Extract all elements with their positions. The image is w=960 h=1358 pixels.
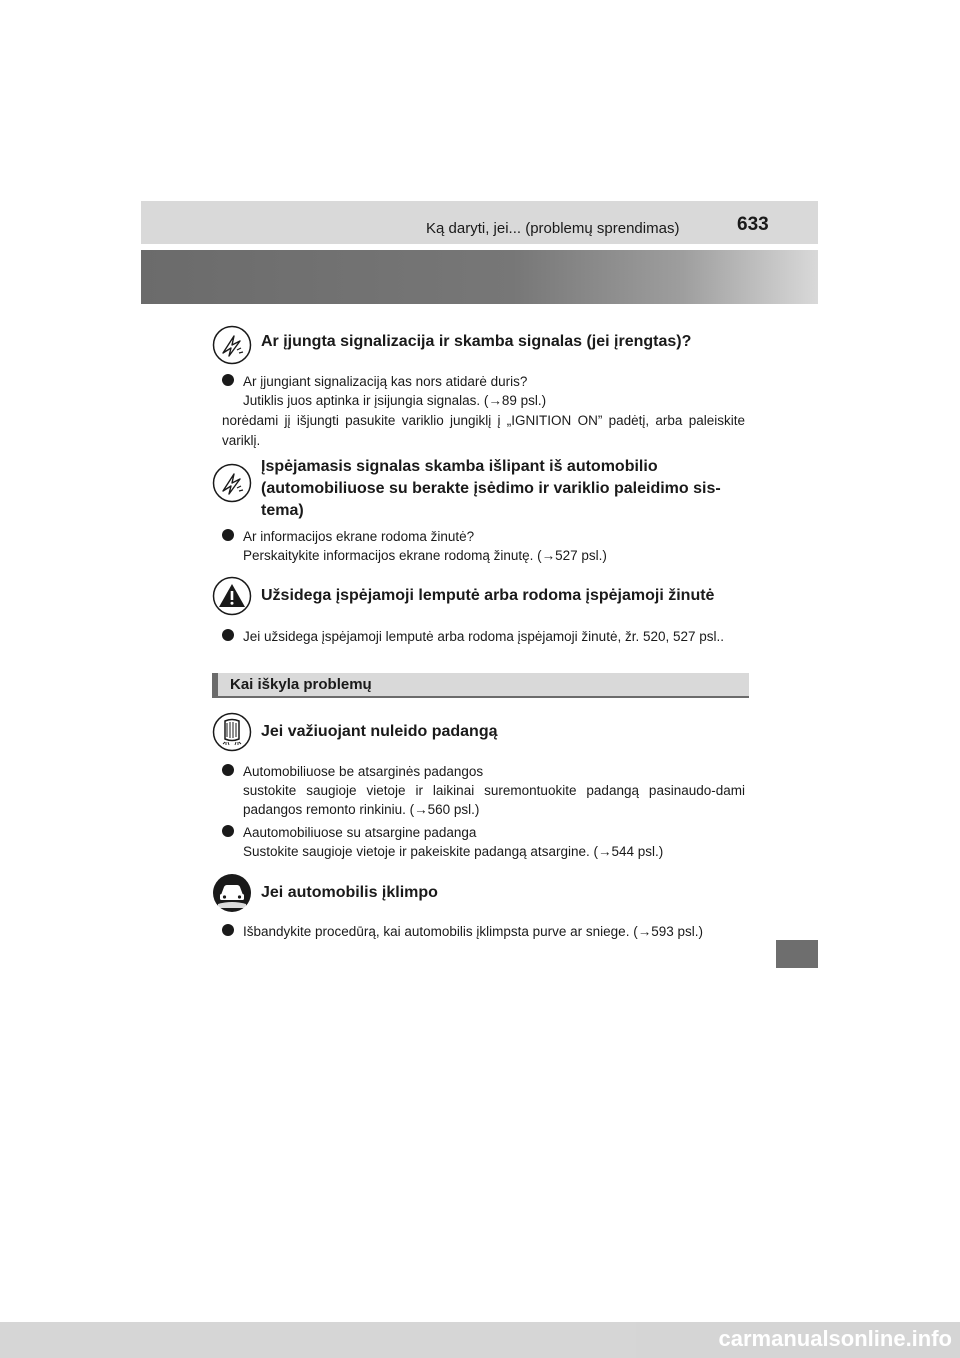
list-item <box>222 762 745 819</box>
chapter-side-tab <box>776 940 818 968</box>
bullet-icon <box>222 374 234 386</box>
watermark-text: carmanualsonline.info <box>718 1326 952 1351</box>
alarm-icon <box>212 325 252 365</box>
bullet-icon <box>222 764 234 776</box>
list-item <box>222 823 745 861</box>
bullet-icon <box>222 529 234 541</box>
bullet-line: Automobiliuose be atsarginės padangos <box>243 764 484 779</box>
paragraph: norėdami jį išjungti pasukite variklio jungiklį į „IGNITION ON” padėtį, arba paleiskite variklį. <box>222 413 745 448</box>
bullet-line: Perskaitykite informacijos ekrane rodomą žinutę. (→527 psl.) <box>243 548 607 563</box>
watermark-bar <box>0 1322 960 1358</box>
bullet-line: Ar informacijos ekrane rodoma žinutė? <box>243 529 475 544</box>
bullet-line: Išbandykite procedūrą, kai automobilis įklimpsta purve ar sniege. (→593 psl.) <box>243 924 703 939</box>
problem-heading-flat-tire: Jei važiuojant nuleido padangą <box>261 723 498 740</box>
bullet-line: Jei užsidega įspėjamoji lemputė arba rodoma įspėjamoji žinutė, žr. 520, 527 psl.. <box>243 629 725 644</box>
section-heading-alarm: Ar įjungta signalizacija ir skamba signalas (jei įrengtas)? <box>261 333 692 350</box>
header-band <box>141 250 818 304</box>
bullet-line: sustokite saugioje vietoje ir laikinai suremontuokite padangą pasinaudo-dami padangos remonto rinkiniu. (→560 psl.) <box>243 783 745 817</box>
page-number: 633 <box>737 214 769 235</box>
section-heading-warning: Užsidega įspėjamoji lemputė arba rodoma įspėjamoji žinutė <box>261 587 715 604</box>
flat-tire-icon <box>212 712 252 752</box>
stuck-vehicle-icon <box>212 873 252 913</box>
list-item <box>222 922 745 941</box>
problem-heading-stuck: Jei automobilis įklimpo <box>261 884 438 901</box>
bullet-line: Jutiklis juos aptinka ir įsijungia signalas. (→89 psl.) <box>243 393 547 408</box>
bullet-line: Aautomobiliuose su atsargine padanga <box>243 825 477 840</box>
section-bar <box>212 673 749 698</box>
running-header-title: Ką daryti, jei... (problemų sprendimas) <box>426 220 680 237</box>
list-item <box>222 527 745 565</box>
bullet-line: Ar įjungiant signalizaciją kas nors atidarė duris? <box>243 374 528 389</box>
warning-triangle-icon <box>212 576 252 616</box>
bullet-icon <box>222 629 234 641</box>
section-bar-title: Kai iškyla problemų <box>230 676 372 693</box>
bullet-icon <box>222 924 234 936</box>
section-heading-exit-alarm: Įspėjamasis signalas skamba išlipant iš automobilio (automobiliuose su berakte įsėdimo ir variklio paleidimo sis-tema) <box>261 458 721 519</box>
alarm-icon <box>212 463 252 503</box>
bullet-line: Sustokite saugioje vietoje ir pakeiskite padangą atsargine. (→544 psl.) <box>243 844 664 859</box>
bullet-icon <box>222 825 234 837</box>
list-item <box>222 372 745 410</box>
list-item <box>222 627 745 646</box>
